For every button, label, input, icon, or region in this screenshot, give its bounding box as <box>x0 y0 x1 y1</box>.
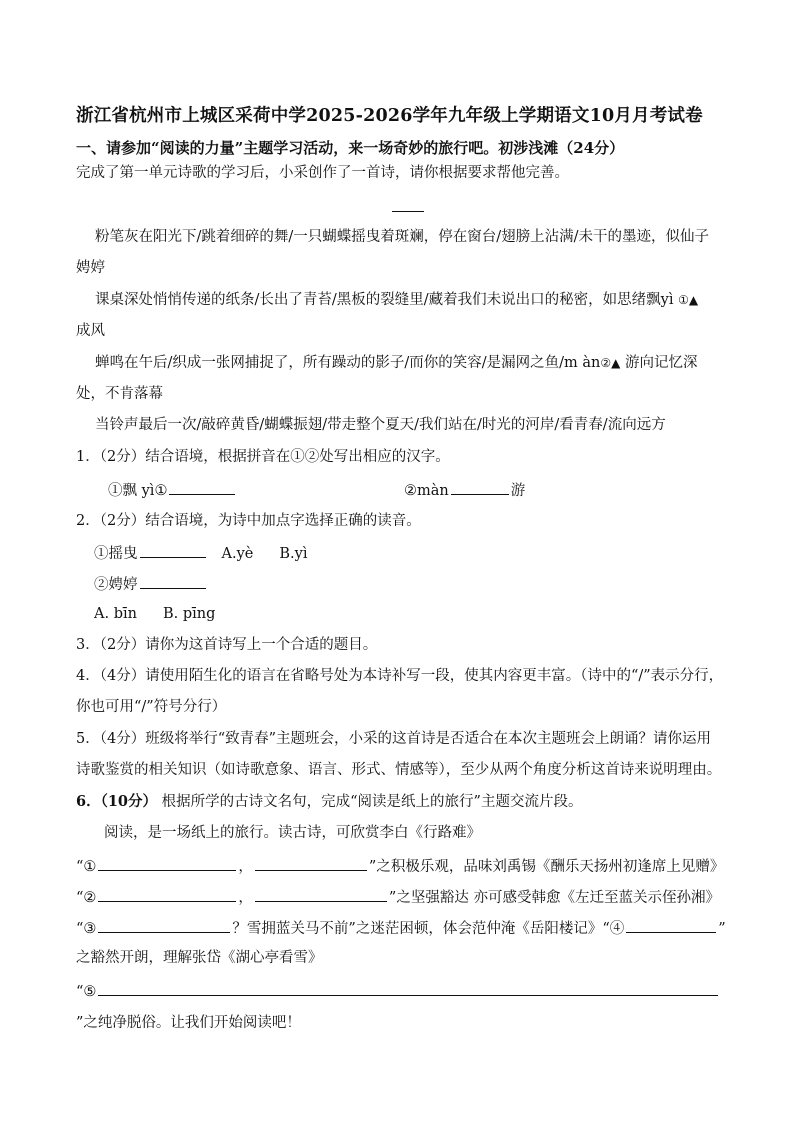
q2-blank-1[interactable] <box>140 542 206 558</box>
q6-line-2 <box>76 886 720 908</box>
q1-blank-1[interactable] <box>169 479 235 495</box>
q6-line-1-start: “① <box>76 859 97 875</box>
poem-stanza-1-cont: 娉婷 <box>76 260 105 276</box>
q6-line-6: ”之纯净脱俗。让我们开始阅读吧！ <box>76 1015 301 1031</box>
q2-item-2-options <box>94 604 215 624</box>
blank-marker-1: ①▲ <box>678 293 699 307</box>
q6-line-3-end: ” <box>718 921 726 937</box>
q6-line-1 <box>76 855 724 877</box>
q1-answer-2-label: ②màn <box>404 483 449 499</box>
q6-blank-1b[interactable] <box>255 855 367 871</box>
q2-blank-2[interactable] <box>140 573 206 589</box>
question-4-line-1: 4．（4分）请使用陌生化的语言在省略号处为本诗补写一段，使其内容更丰富。（诗中的“/”表示分行， <box>76 668 724 684</box>
q6-blank-3[interactable] <box>98 917 230 933</box>
q6-line-4: 之豁然开朗，理解张岱《湖心亭看雪》 <box>76 950 323 966</box>
q6-line-5 <box>76 980 720 1002</box>
poem-stanza-2-cont: 成风 <box>76 323 105 339</box>
poem-stanza-3-cont: 处，不肯落幕 <box>76 386 163 402</box>
q2-item-1-option-b: B.yì <box>279 546 308 562</box>
poem-stanza-3 <box>95 353 698 373</box>
q1-blank-2[interactable] <box>451 479 509 495</box>
exam-title: 浙江省杭州市上城区采荷中学2025-2026学年九年级上学期语文10月月考试卷 <box>76 106 703 126</box>
q6-line-2-mid: ， <box>238 890 253 906</box>
poem-stanza-3-text: 蝉鸣在午后/织成一张网捕捉了，所有躁动的影子/而你的笑容/是漏网之鱼/m àn <box>95 355 601 371</box>
q6-line-3-start: “③ <box>76 921 97 937</box>
blank-marker-2: ②▲ <box>600 356 621 370</box>
title-blank-line <box>392 211 424 212</box>
q6-line-1-mid: ， <box>238 859 253 875</box>
poem-stanza-4: 当铃声最后一次/敲碎黄昏/蝴蝶振翅/带走整个夏天/我们站在/时光的河岸/看青春/流向远方 <box>95 417 666 433</box>
question-4-line-2: 你也可用“/”符号分行） <box>76 699 227 715</box>
question-2: 2．（2分）结合语境，为诗中加点字选择正确的读音。 <box>76 513 421 529</box>
question-6 <box>76 792 582 812</box>
q6-line-2-end: ”之坚强豁达 亦可感受韩愈《左迁至蓝关示侄孙湘》 <box>388 890 720 906</box>
q2-option-b: B. pīng <box>162 606 216 622</box>
section-heading: 一、请参加“阅读的力量”主题学习活动，来一场奇妙的旅行吧。初涉浅滩（24分） <box>76 139 625 157</box>
q6-paragraph: 阅读，是一场纸上的旅行。读古诗，可欣赏李白《行路难》 <box>104 825 481 841</box>
q6-blank-2b[interactable] <box>255 886 387 902</box>
poem-stanza-3-post: 游向记忆深 <box>620 355 698 371</box>
q6-blank-2a[interactable] <box>98 886 236 902</box>
question-3: 3．（2分）请你为这首诗写上一个合适的题目。 <box>76 637 378 653</box>
q6-blank-4[interactable] <box>626 917 716 933</box>
q2-item-1 <box>94 542 307 564</box>
question-5-line-2: 诗歌鉴赏的相关知识（如诗歌意象、语言、形式、情感等），至少从两个角度分析这首诗来说明理由。 <box>76 762 722 778</box>
q2-item-2 <box>94 573 208 595</box>
q6-line-1-end: ”之积极乐观，品味刘禹锡《酬乐天扬州初逢席上见赠》 <box>368 859 725 875</box>
q6-line-2-start: “② <box>76 890 97 906</box>
question-5-line-1: 5．（4分）班级将举行“致青春”主题班会，小采的这首诗是否适合在本次主题班会上朗诵？请你运用 <box>76 731 712 747</box>
q2-item-2-label: ②娉婷 <box>94 577 138 593</box>
poem-stanza-2-text: 课桌深处悄悄传递的纸条/长出了青苔/黑板的裂缝里/藏着我们未说出口的秘密，如思绪飘yì <box>95 292 674 308</box>
q6-line-3-mid: ？雪拥蓝关马不前”之迷茫困顿，体会范仲淹《岳阳楼记》“④ <box>232 921 625 937</box>
question-1: 1．（2分）结合语境，根据拼音在①②处写出相应的汉字。 <box>76 449 450 465</box>
q6-blank-1a[interactable] <box>98 855 236 871</box>
q2-item-1-option-a: A.yè <box>221 546 254 562</box>
q1-answer-1-label: ①飘 yì① <box>108 483 168 499</box>
question-6-text: 根据所学的古诗文名句，完成“阅读是纸上的旅行”主题交流片段。 <box>157 794 583 810</box>
question-6-number: 6．（10分） <box>76 793 158 810</box>
q6-blank-5[interactable] <box>98 980 718 996</box>
section-intro: 完成了第一单元诗歌的学习后，小采创作了一首诗，请你根据要求帮他完善。 <box>76 165 569 181</box>
q1-answer-2-suffix: 游 <box>510 483 526 499</box>
poem-stanza-2 <box>95 290 698 310</box>
q2-item-1-label: ①摇曳 <box>94 546 138 562</box>
q2-option-a: A. bīn <box>94 606 137 622</box>
q1-answer-2 <box>404 479 525 501</box>
q6-line-5-start: “⑤ <box>76 984 97 1000</box>
poem-stanza-1: 粉笔灰在阳光下/跳着细碎的舞/一只蝴蝶摇曳着斑斓，停在窗台/翅膀上沾满/未干的墨迹，似仙子 <box>95 229 710 245</box>
q6-line-3 <box>76 917 726 939</box>
q1-answer-1 <box>108 479 237 501</box>
